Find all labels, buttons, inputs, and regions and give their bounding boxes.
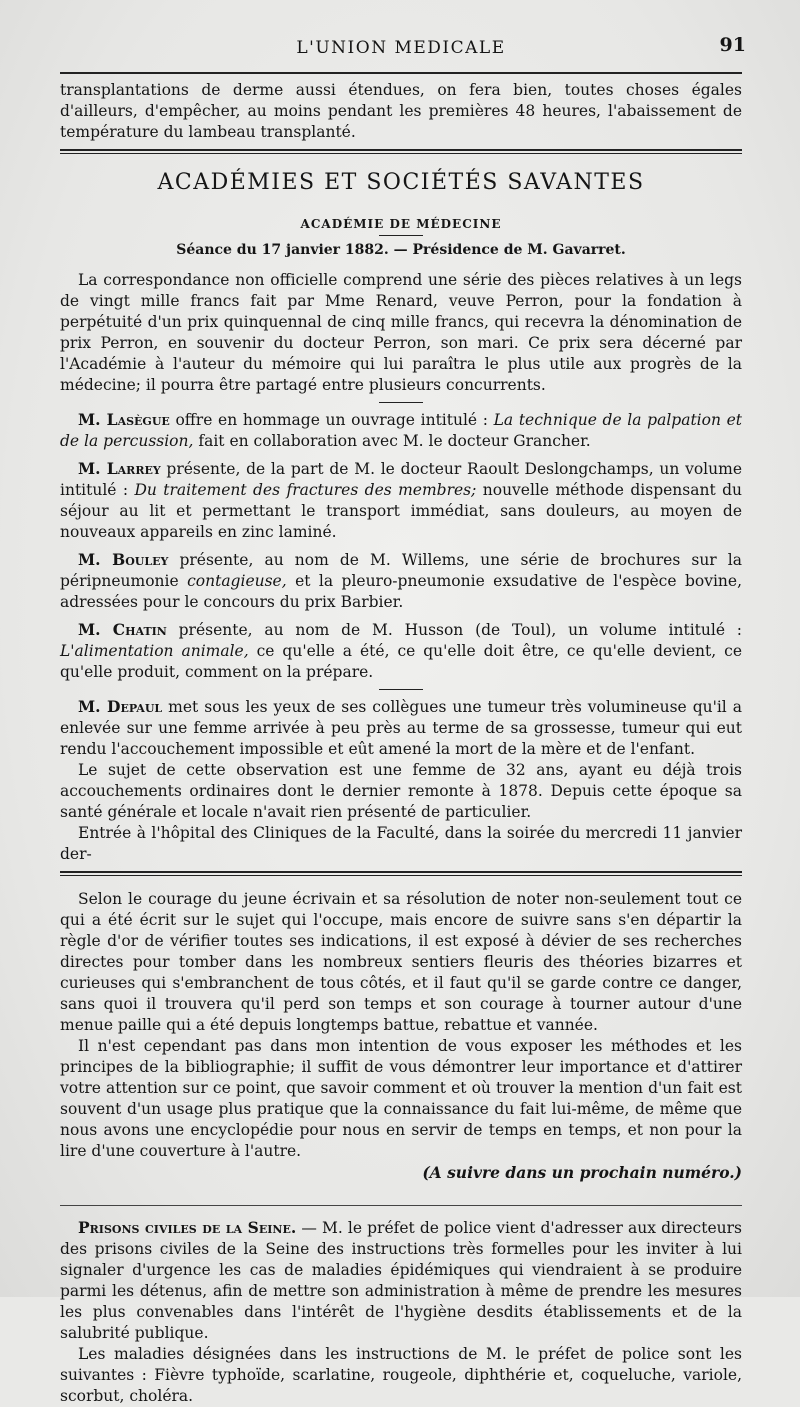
to-be-continued: (A suivre dans un prochain numéro.) <box>422 1163 742 1182</box>
academy-paragraph-observation: Le sujet de cette observation est une femme de 32 ans, ayant eu déjà trois accouchements ordinaires dont le dernier remonte à 1878. Depuis cette époque sa santé générale et locale n'avait rien présenté de particulier. <box>60 761 742 821</box>
spacer <box>60 1210 742 1217</box>
book-title: Du traitement des fractures des membres; <box>134 481 477 499</box>
prisons-paragraph <box>60 1217 742 1344</box>
person-name: M. Larrey <box>78 459 161 478</box>
running-head <box>60 34 746 64</box>
paragraph-text: — M. le préfet de police vient d'adresser aux directeurs des prisons civiles de la Seine des instructions très formelles pour les inviter à lui signaler d'urgence les cas de maladies épidémiques qui viendraient à se produire parmi les détenus, afin de mettre son administration à même de prendre les mesures les plus convenables dans l'intérêt de l'hygiène desdits établissements et de la salubrité publique. <box>60 1219 742 1342</box>
spacer <box>60 882 742 889</box>
paragraph-text: ce qu'elle a été, ce qu'elle doit être, ce qu'elle devient, ce qu'elle produit, comment on la prépare. <box>60 642 743 681</box>
paragraph-text: présente, au nom de M. Willems, une série de brochures sur la péripneumonie <box>60 551 742 590</box>
paragraph-rule <box>379 402 423 403</box>
paragraph-rule <box>379 689 423 690</box>
news-heading: Prisons civiles de la Seine. <box>78 1218 297 1237</box>
academy-paragraph-bouley <box>60 549 742 613</box>
feuilleton-paragraph-2: Il n'est cependant pas dans mon intention de vous exposer les méthodes et les principes de la bibliographie; il suffit de vous démontrer leur importance et d'attirer votre attention sur ce point, que savoir comment et où trouver la mention d'un fait est souvent d'un usage plus pratique que la connaissance du fait lui-même, de même que nous avons une encyclopédie pour nous en servir de temps en temps, et non pour la lire d'une couverture à l'autre. <box>60 1037 742 1160</box>
paragraph-text: et la pleuro-pneumonie exsudative de l'espèce bovine, adressées pour le concours du prix Barbier. <box>60 572 743 611</box>
subtitle-rule <box>379 235 423 236</box>
news-rule <box>60 1205 742 1206</box>
book-title: contagieuse, <box>187 572 287 590</box>
page-number: 91 <box>719 34 746 56</box>
diseases-paragraph: Les maladies désignées dans les instructions de M. le préfet de police sont les suivantes : Fièvre typhoïde, scarlatine, rougeole, diphthérie et, coqueluche, variole, scorbut, choléra. <box>60 1345 742 1405</box>
header-rule <box>60 72 742 74</box>
feuilleton-paragraph-1: Selon le courage du jeune écrivain et sa résolution de noter non-seulement tout ce qui a été écrit sur le sujet qui l'occupe, mais encore de suivre sans s'en départir la règle d'or de vérifier toutes ses indications, il est exposé à dévier de ses recherches directes pour tomber dans les nombreux sentiers fleuris des théories bizarres et curieuses qui s'embranchent de tous côtés, et il faut qu'il se garde contre ce danger, sans quoi il trouvera qu'il perd son temps et son courage à tourner autour d'une menue paille qui a été depuis longtemps battue, rebattue et vannée. <box>60 890 742 1034</box>
academy-paragraph-correspondence: La correspondance non officielle comprend une série des pièces relatives à un legs de vingt mille francs fait par Mme Renard, veuve Perron, pour la fondation à perpétuité d'un prix quinquennal de cinq mille francs, qui recevra la dénomination de prix Perron, en souvenir du docteur Perron, son mari. Ce prix sera décerné par l'Académie à l'auteur du mémoire qui lui paraîtra le plus utile aux progrès de la médecine; il pourra être partagé entre plusieurs concurrents. <box>60 271 742 394</box>
paragraph-text: présente, de la part de M. le docteur Raoult Deslongchamps, un volume intitulé : <box>60 460 742 499</box>
paragraph-text: nouvelle méthode dispensant du séjour au lit et permettant le transport immédiat, sans douleurs, au moyen de nouveaux appareils en zinc laminé. <box>60 481 742 541</box>
person-name: M. Chatin <box>78 620 167 639</box>
academy-paragraph-larrey <box>60 458 742 543</box>
spacer <box>60 1183 742 1199</box>
academy-paragraph-chatin <box>60 619 742 683</box>
session-line: Séance du 17 janvier 1882. — Présidence de M. Gavarret. <box>176 242 626 258</box>
person-name: M. Depaul <box>78 697 163 716</box>
feuilleton-double-rule <box>60 871 742 876</box>
section-double-rule <box>60 149 742 154</box>
academy-paragraph-depaul <box>60 696 742 760</box>
academy-subtitle: ACADÉMIE DE MÉDECINE <box>300 217 502 231</box>
academy-paragraph-lasegue <box>60 409 742 452</box>
academy-paragraph-hospital: Entrée à l'hôpital des Cliniques de la Faculté, dans la soirée du mercredi 11 janvier der- <box>60 824 742 863</box>
person-name: M. Bouley <box>78 550 169 569</box>
book-title: L'alimentation animale, <box>60 642 249 660</box>
person-name: M. Lasègue <box>78 410 170 429</box>
paragraph-text: fait en collaboration avec M. le docteur Grancher. <box>193 432 591 450</box>
running-title: L'UNION MEDICALE <box>296 38 506 58</box>
paragraph-text: offre en hommage un ouvrage intitulé : <box>169 411 494 429</box>
paragraph-text: présente, au nom de M. Husson (de Toul), un volume intitulé : <box>166 621 743 639</box>
continuation-paragraph: transplantations de derme aussi étendues, on fera bien, toutes choses égales d'ailleurs, d'empêcher, au moins pendant les premières 48 heures, l'abaissement de température du lambeau transplanté. <box>60 81 742 141</box>
book-title: La technique de la palpation et de la percussion, <box>60 411 742 450</box>
paragraph-text: met sous les yeux de ses collègues une tumeur très volumineuse qu'il a enlevée sur une femme arrivée à peu près au terme de sa grossesse, tumeur qui eut rendu l'accouchement impossible et eût amené la mort de la mère et de l'enfant. <box>60 698 742 758</box>
section-title: ACADÉMIES ET SOCIÉTÉS SAVANTES <box>157 170 645 195</box>
